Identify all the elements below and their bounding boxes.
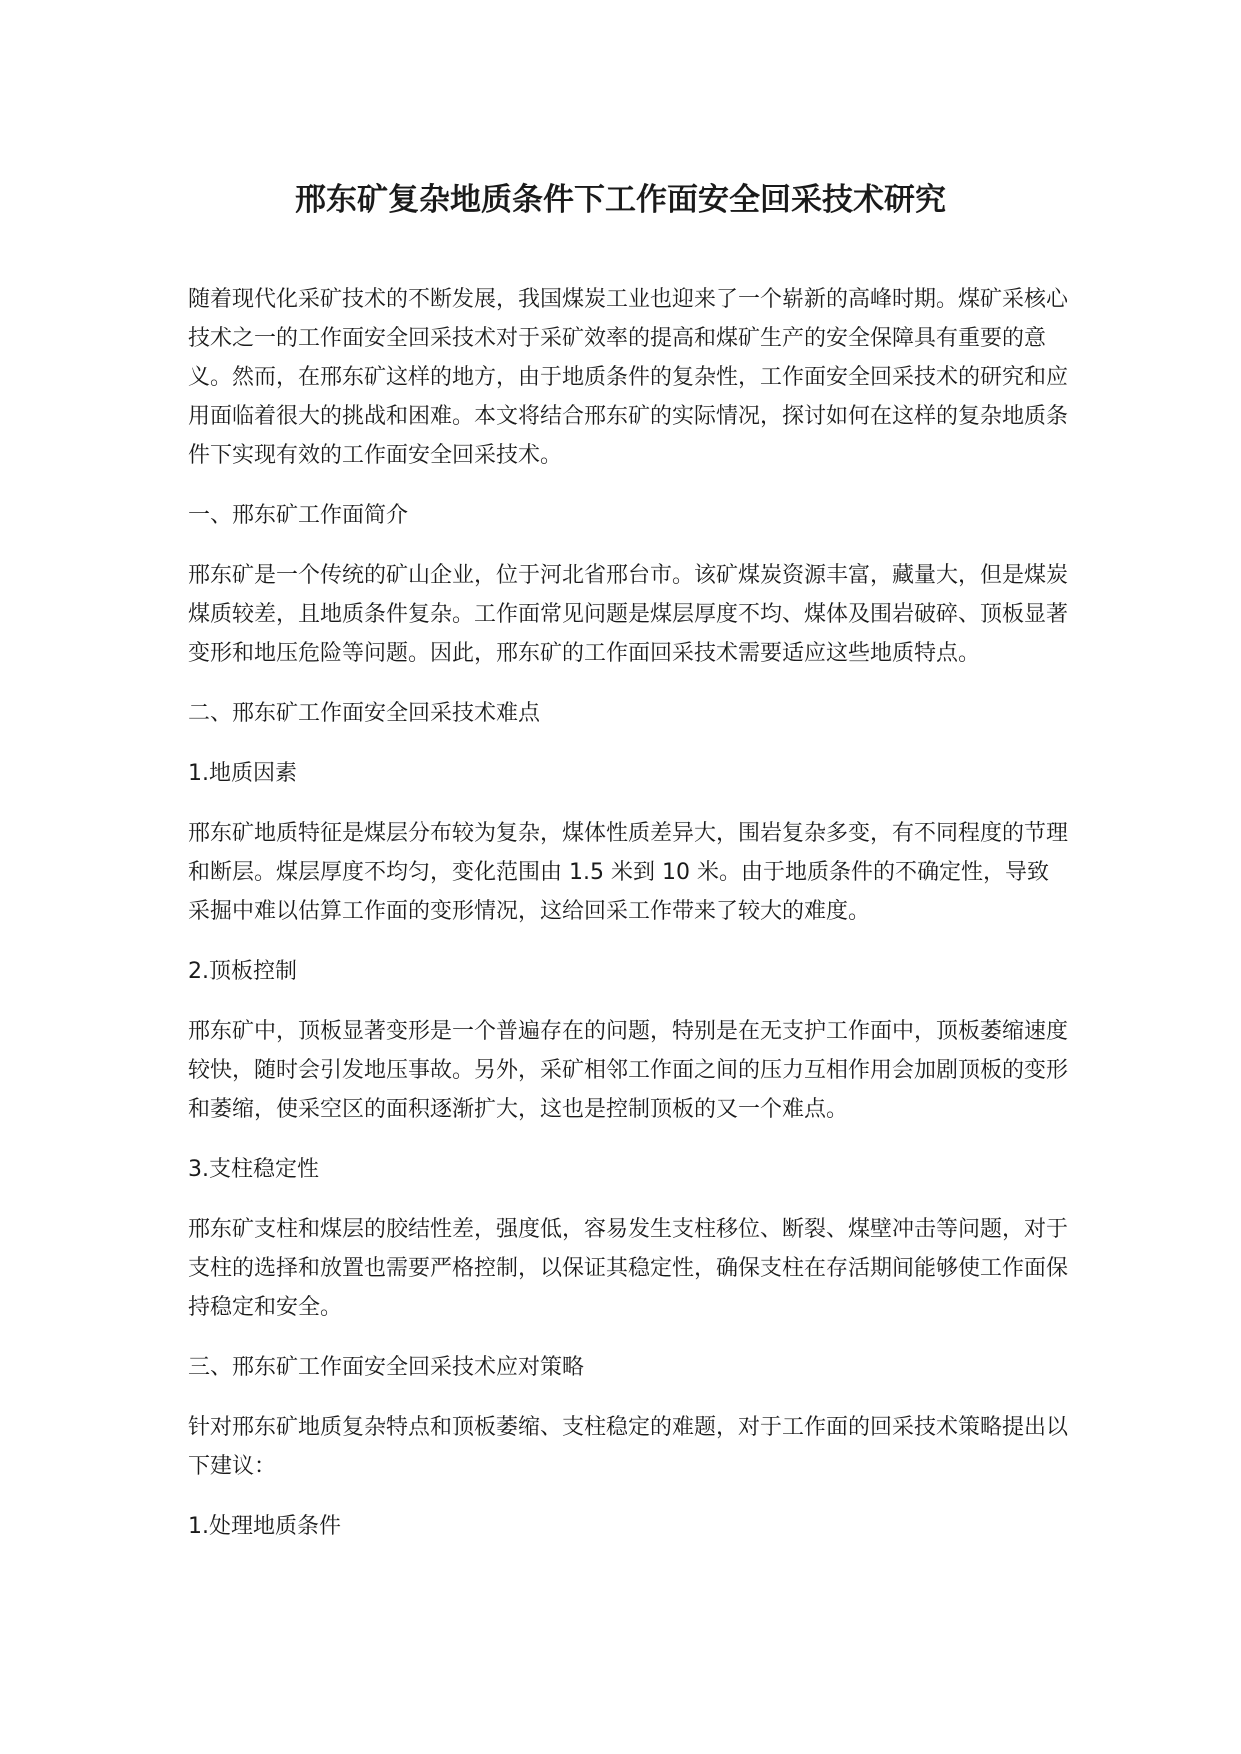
strategy-intro-paragraph: 针对邢东矿地质复杂特点和顶板萎缩、支柱稳定的难题，对于工作面的回采技术策略提出以下建议：	[188, 1415, 1069, 1479]
intro-paragraph: 随着现代化采矿技术的不断发展，我国煤炭工业也迎来了一个崭新的高峰时期。煤矿采核心技术之一的工作面安全回采技术对于采矿效率的提高和煤矿生产的安全保障具有重要的意义。然而，在邢东矿这样的地方，由于地质条件的复杂性，工作面安全回采技术的研究和应用面临着很大的挑战和困难。本文将结合邢东矿的实际情况，探讨如何在这样的复杂地质条件下实现有效的工作面安全回采技术。	[188, 287, 1069, 468]
geology-paragraph: 邢东矿地质特征是煤层分布较为复杂，煤体性质差异大，围岩复杂多变，有不同程度的节理和断层。煤层厚度不均匀，变化范围由 1.5 米到 10 米。由于地质条件的不确定性，导致采掘中难以估算工作面的变形情况，这给回采工作带来了较大的难度。	[188, 821, 1069, 924]
document-body	[188, 280, 1068, 1546]
pillar-stability-paragraph: 邢东矿支柱和煤层的胶结性差，强度低，容易发生支柱移位、断裂、煤壁冲击等问题，对于支柱的选择和放置也需要严格控制，以保证其稳定性，确保支柱在存活期间能够使工作面保持稳定和安全。	[188, 1217, 1069, 1320]
roof-control-paragraph: 邢东矿中，顶板显著变形是一个普遍存在的问题，特别是在无支护工作面中，顶板萎缩速度较快，随时会引发地压事故。另外，采矿相邻工作面之间的压力互相作用会加剧顶板的变形和萎缩，使采空区的面积逐渐扩大，这也是控制顶板的又一个难点。	[188, 1019, 1069, 1122]
section-heading-2: 二、邢东矿工作面安全回采技术难点	[188, 701, 541, 726]
subheading-geology: 1.地质因素	[188, 761, 297, 786]
subheading-geology-handling: 1.处理地质条件	[188, 1514, 341, 1539]
subheading-roof-control: 2.顶板控制	[188, 959, 297, 984]
section-heading-3: 三、邢东矿工作面安全回采技术应对策略	[188, 1355, 585, 1380]
subheading-pillar-stability: 3.支柱稳定性	[188, 1157, 319, 1182]
document-title: 邢东矿复杂地质条件下工作面安全回采技术研究	[295, 182, 946, 218]
section-1-paragraph: 邢东矿是一个传统的矿山企业，位于河北省邢台市。该矿煤炭资源丰富，藏量大，但是煤炭煤质较差，且地质条件复杂。工作面常见问题是煤层厚度不均、煤体及围岩破碎、顶板显著变形和地压危险等问题。因此，邢东矿的工作面回采技术需要适应这些地质特点。	[188, 563, 1069, 666]
section-heading-1: 一、邢东矿工作面简介	[188, 503, 409, 528]
